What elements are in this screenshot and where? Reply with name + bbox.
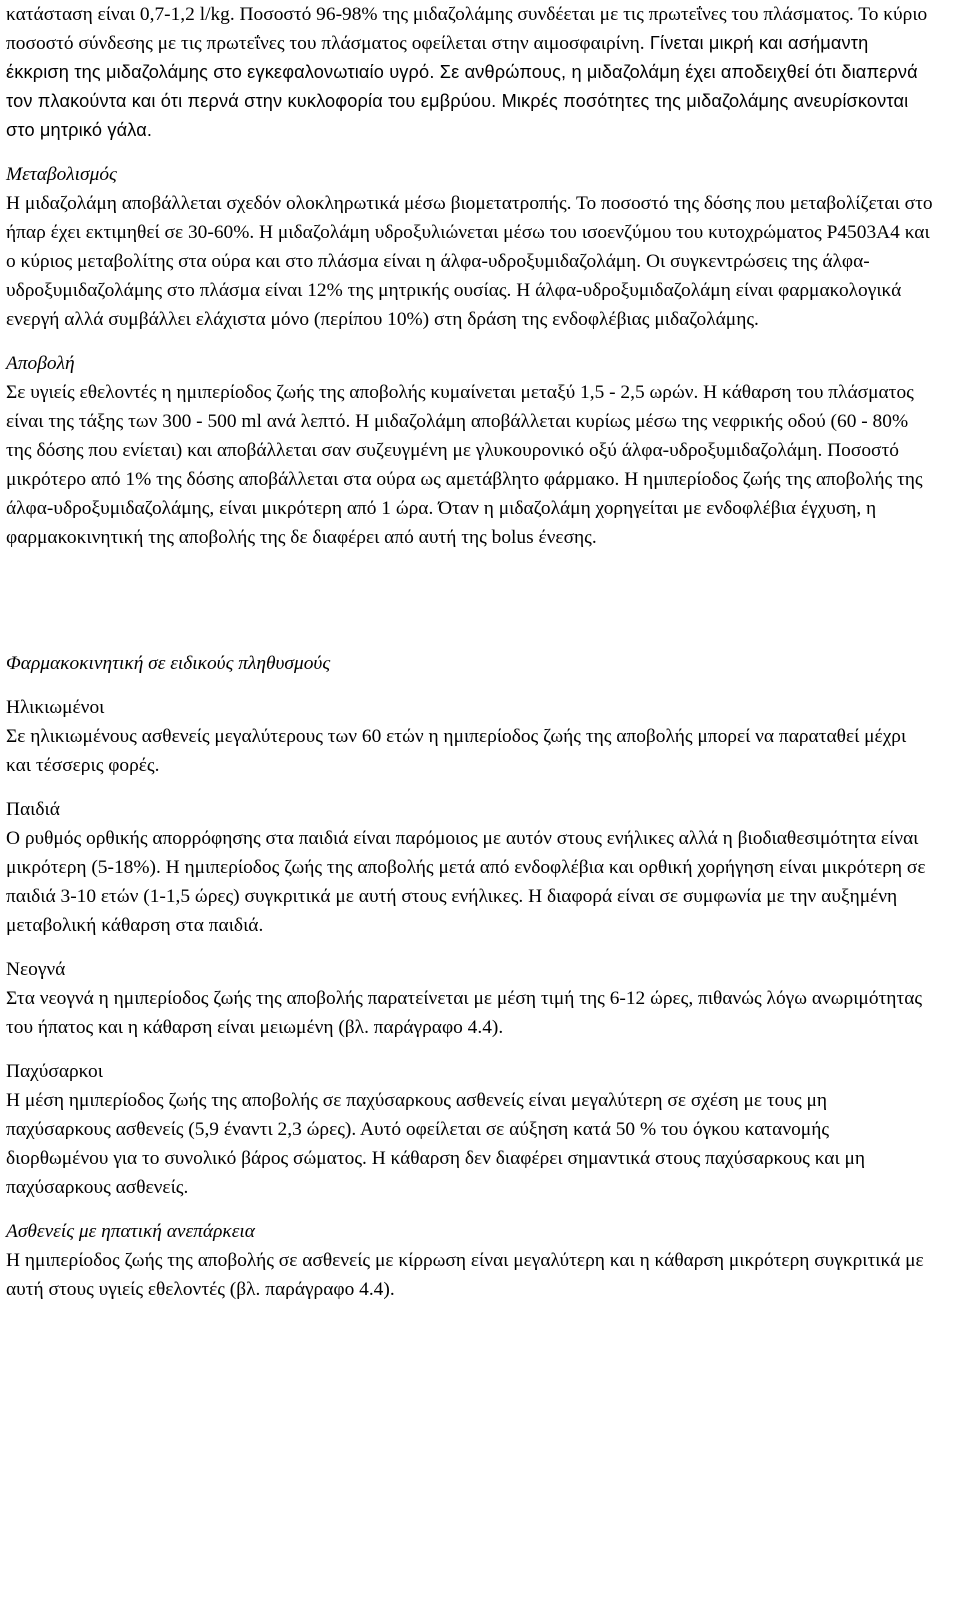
obese-heading: Παχύσαρκοι — [6, 1061, 103, 1082]
metabolism-section — [6, 160, 936, 334]
metabolism-heading: Μεταβολισμός — [6, 164, 117, 185]
neonates-heading: Νεογνά — [6, 959, 66, 980]
neonates-text: Στα νεογνά η ημιπερίοδος ζωής της αποβολής παρατείνεται με μέση τιμή της 6-12 ώρες, πιθανώς λόγω ανωριμότητας του ήπατος και η κάθαρση είναι μειωμένη (βλ. παράγραφο 4.4). — [6, 988, 923, 1038]
elderly-text: Σε ηλικιωμένους ασθενείς μεγαλύτερους των 60 ετών η ημιπερίοδος ζωής της αποβολής μπορεί να παραταθεί μέχρι και τέσσερις φορές. — [6, 726, 907, 776]
hepatic-text: Η ημιπερίοδος ζωής της αποβολής σε ασθενείς με κίρρωση είναι μεγαλύτερη και η κάθαρση μικρότερη συγκριτικά με αυτή στους υγιείς εθελοντές (βλ. παράγραφο 4.4). — [6, 1250, 924, 1300]
elimination-heading: Αποβολή — [6, 353, 75, 374]
hepatic-heading: Ασθενείς με ηπατική ανεπάρκεια — [6, 1221, 255, 1242]
intro-text-part1: κατάσταση είναι 0,7-1,2 l/kg. Ποσοστό 96-98% της μιδαζολάμης συνδέεται με τις πρωτεΐνες του πλάσματος. Το κύριο ποσοστό σύνδεσης με τις πρωτεΐνες του πλάσματος οφείλεται στην αιμοσφαιρίνη. — [6, 4, 928, 54]
obese-section — [6, 1057, 936, 1202]
children-section — [6, 795, 936, 940]
children-text: Ο ρυθμός ορθικής απορρόφησης στα παιδιά είναι παρόμοιος με αυτόν στους ενήλικες αλλά η βιοδιαθεσιμότητα είναι μικρότερη (5-18%). Η ημιπερίοδος ζωής της αποβολής μετά από ενδοφλέβια και ορθική χορήγηση είναι μικρότερη σε παιδιά 3-10 ετών (1-1,5 ώρες) συγκριτικά με αυτή στους ενήλικες. Η διαφορά είναι σε συμφωνία με την αυξημένη μεταβολική κάθαρση στα παιδιά. — [6, 828, 926, 936]
elderly-section — [6, 693, 936, 780]
elimination-text: Σε υγιείς εθελοντές η ημιπερίοδος ζωής της αποβολής κυμαίνεται μεταξύ 1,5 - 2,5 ωρών. Η κάθαρση του πλάσματος είναι της τάξης των 300 - 500 ml ανά λεπτό. Η μιδαζολάμη αποβάλλεται κυρίως μέσω της νεφρικής οδού (60 - 80% της δόσης που ενίεται) και αποβάλλεται σαν συζευγμένη με γλυκουρονικό οξύ άλφα-υδροξυμιδαζολάμη. Ποσοστό μικρότερο από 1% της δόσης αποβάλλεται στα ούρα ως αμετάβλητο φάρμακο. Η ημιπερίοδος ζωής της αποβολής της άλφα-υδροξυμιδαζολάμης, είναι μικρότερη από 1 ώρα. Όταν η μιδαζολάμη χορηγείται με ενδοφλέβια έγχυση, η φαρμακοκινητική της αποβολής της δε διαφέρει από αυτή της bolus ένεσης. — [6, 382, 923, 548]
special-populations-heading: Φαρμακοκινητική σε ειδικούς πληθυσμούς — [6, 653, 331, 674]
children-heading: Παιδιά — [6, 799, 60, 820]
document-page — [6, 0, 936, 1304]
hepatic-section — [6, 1217, 936, 1304]
elimination-section — [6, 349, 936, 552]
metabolism-text: Η μιδαζολάμη αποβάλλεται σχεδόν ολοκληρωτικά μέσω βιομετατροπής. Το ποσοστό της δόσης που μεταβολίζεται στο ήπαρ έχει εκτιμηθεί σε 30-60%. Η μιδαζολάμη υδροξυλιώνεται μέσω του ισοενζύμου του κυτοχρώματος P4503A4 και ο κύριος μεταβολίτης στα ούρα και στο πλάσμα είναι η άλφα-υδροξυμιδαζολάμη. Οι συγκεντρώσεις της άλφα-υδροξυμιδαζολάμης στο πλάσμα είναι 12% της μητρικής ουσίας. Η άλφα-υδροξυμιδαζολάμη είναι φαρμακολογικά ενεργή αλλά συμβάλλει ελάχιστα μόνο (περίπου 10%) στη δράση της ενδοφλέβιας μιδαζολάμης. — [6, 193, 933, 330]
neonates-section — [6, 955, 936, 1042]
intro-paragraph — [6, 0, 936, 145]
elderly-heading: Ηλικιωμένοι — [6, 697, 105, 718]
intro-text-part2: Γίνεται μικρή και ασήμαντη έκκριση της μιδαζολάμης στο εγκεφαλονωτιαίο υγρό. Σε ανθρώπους, η μιδαζολάμη έχει αποδειχθεί ότι διαπερνά τον πλακούντα και ότι περνά στην κυκλοφορία του εμβρύου. Μικρές ποσότητες της μιδαζολάμης ανευρίσκονται στο μητρικό γάλα. — [6, 33, 918, 140]
obese-text: Η μέση ημιπερίοδος ζωής της αποβολής σε παχύσαρκους ασθενείς είναι μεγαλύτερη σε σχέση με τους μη παχύσαρκους ασθενείς (5,9 έναντι 2,3 ώρες). Αυτό οφείλεται σε αύξηση κατά 50 % του όγκου κατανομής διορθωμένου για το συνολικό βάρος σώματος. Η κάθαρση δεν διαφέρει σημαντικά στους παχύσαρκους και μη παχύσαρκους ασθενείς. — [6, 1090, 866, 1198]
